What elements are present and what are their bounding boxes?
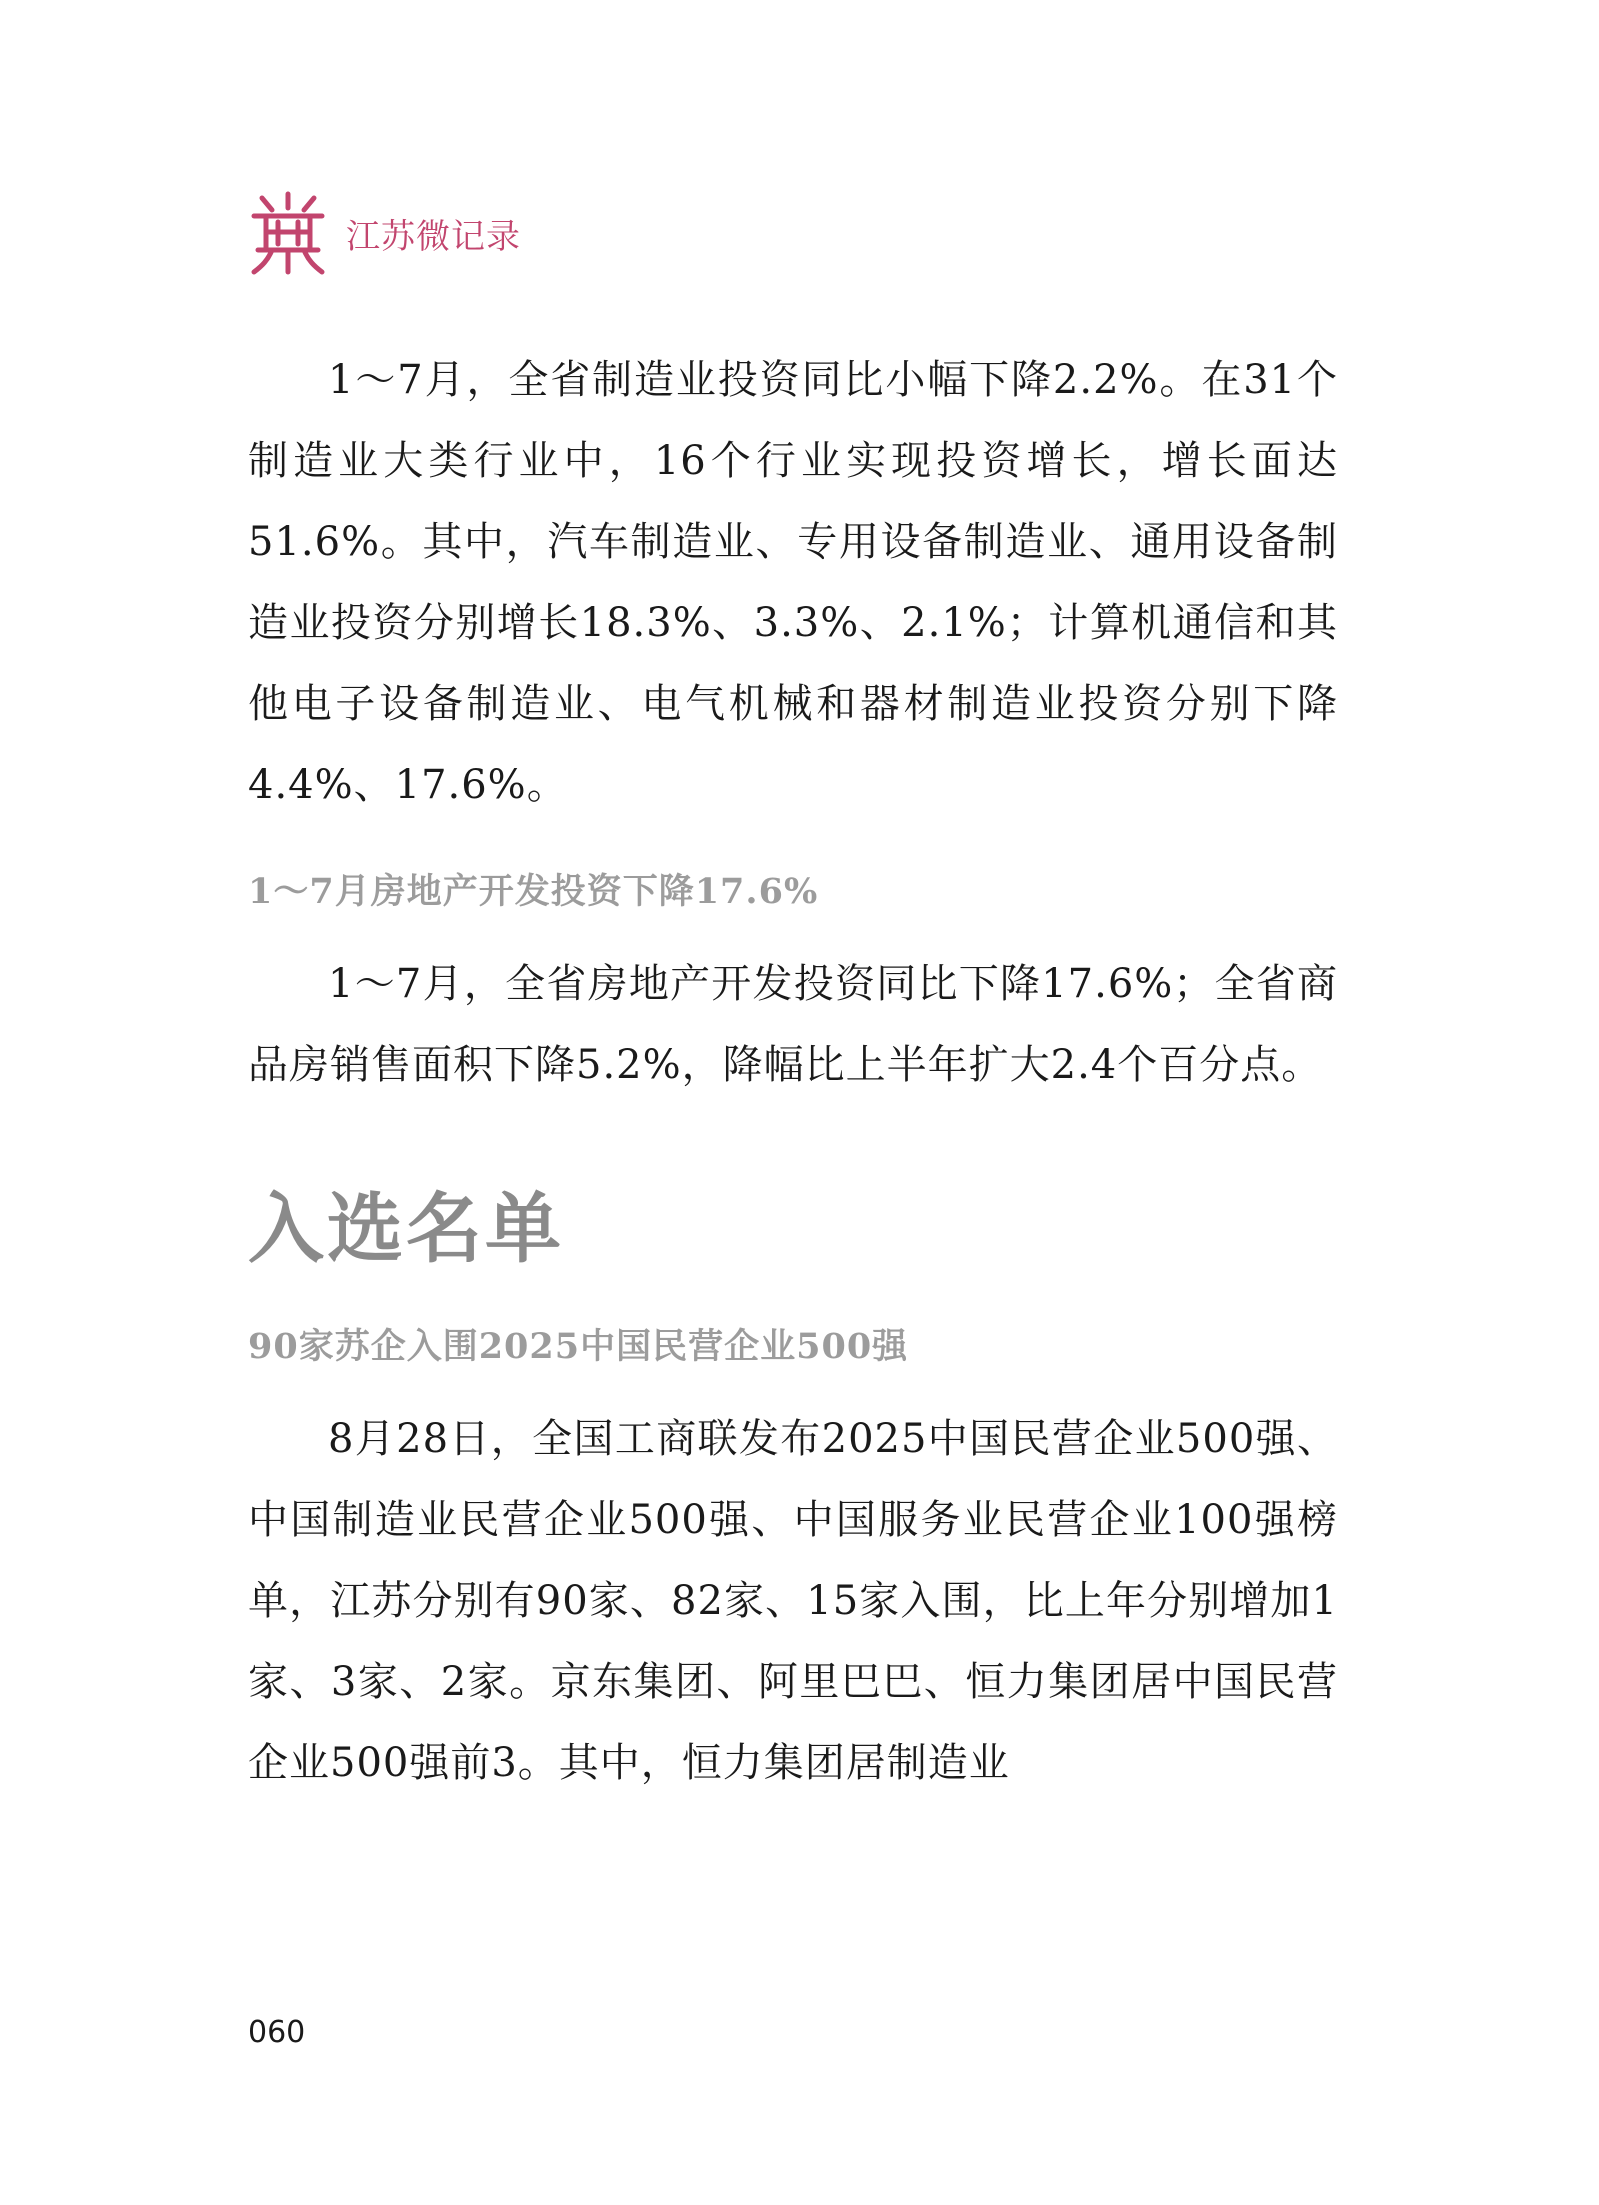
subheading-private-enterprises: 90家苏企入围2025中国民营企业500强 [248,1326,909,1367]
paragraph-real-estate: 1～7月，全省房地产开发投资同比下降17.6%；全省商品房销售面积下降5.2%，降幅比上半年扩大2.4个百分点。 [248,961,1338,1088]
paragraph-manufacturing-investment: 1～7月，全省制造业投资同比小幅下降2.2%。在31个制造业大类行业中，16个行业实现投资增长，增长面达51.6%。其中，汽车制造业、专用设备制造业、通用设备制造业投资分别增长18.3%、3.3%、2.1%；计算机通信和其他电子设备制造业、电气机械和器材制造业投资分别下降4.4%、17.6%。 [248,357,1338,808]
page-content [248,340,1338,1804]
brand-title: 江苏微记录 [346,216,521,257]
paragraph-private-enterprises: 8月28日，全国工商联发布2025中国民营企业500强、中国制造业民营企业500强、中国服务业民营企业100强榜单，江苏分别有90家、82家、15家入围，比上年分别增加1家、3家、2家。京东集团、阿里巴巴、恒力集团居中国民营企业500强前3。其中，恒力集团居制造业 [248,1416,1338,1786]
subheading-real-estate: 1～7月房地产开发投资下降17.6% [248,871,819,912]
page-header [248,190,521,276]
page-number: 060 [248,2015,306,2050]
jiangsu-seal-logo-icon [248,190,328,276]
section-title: 入选名单 [248,1184,564,1273]
